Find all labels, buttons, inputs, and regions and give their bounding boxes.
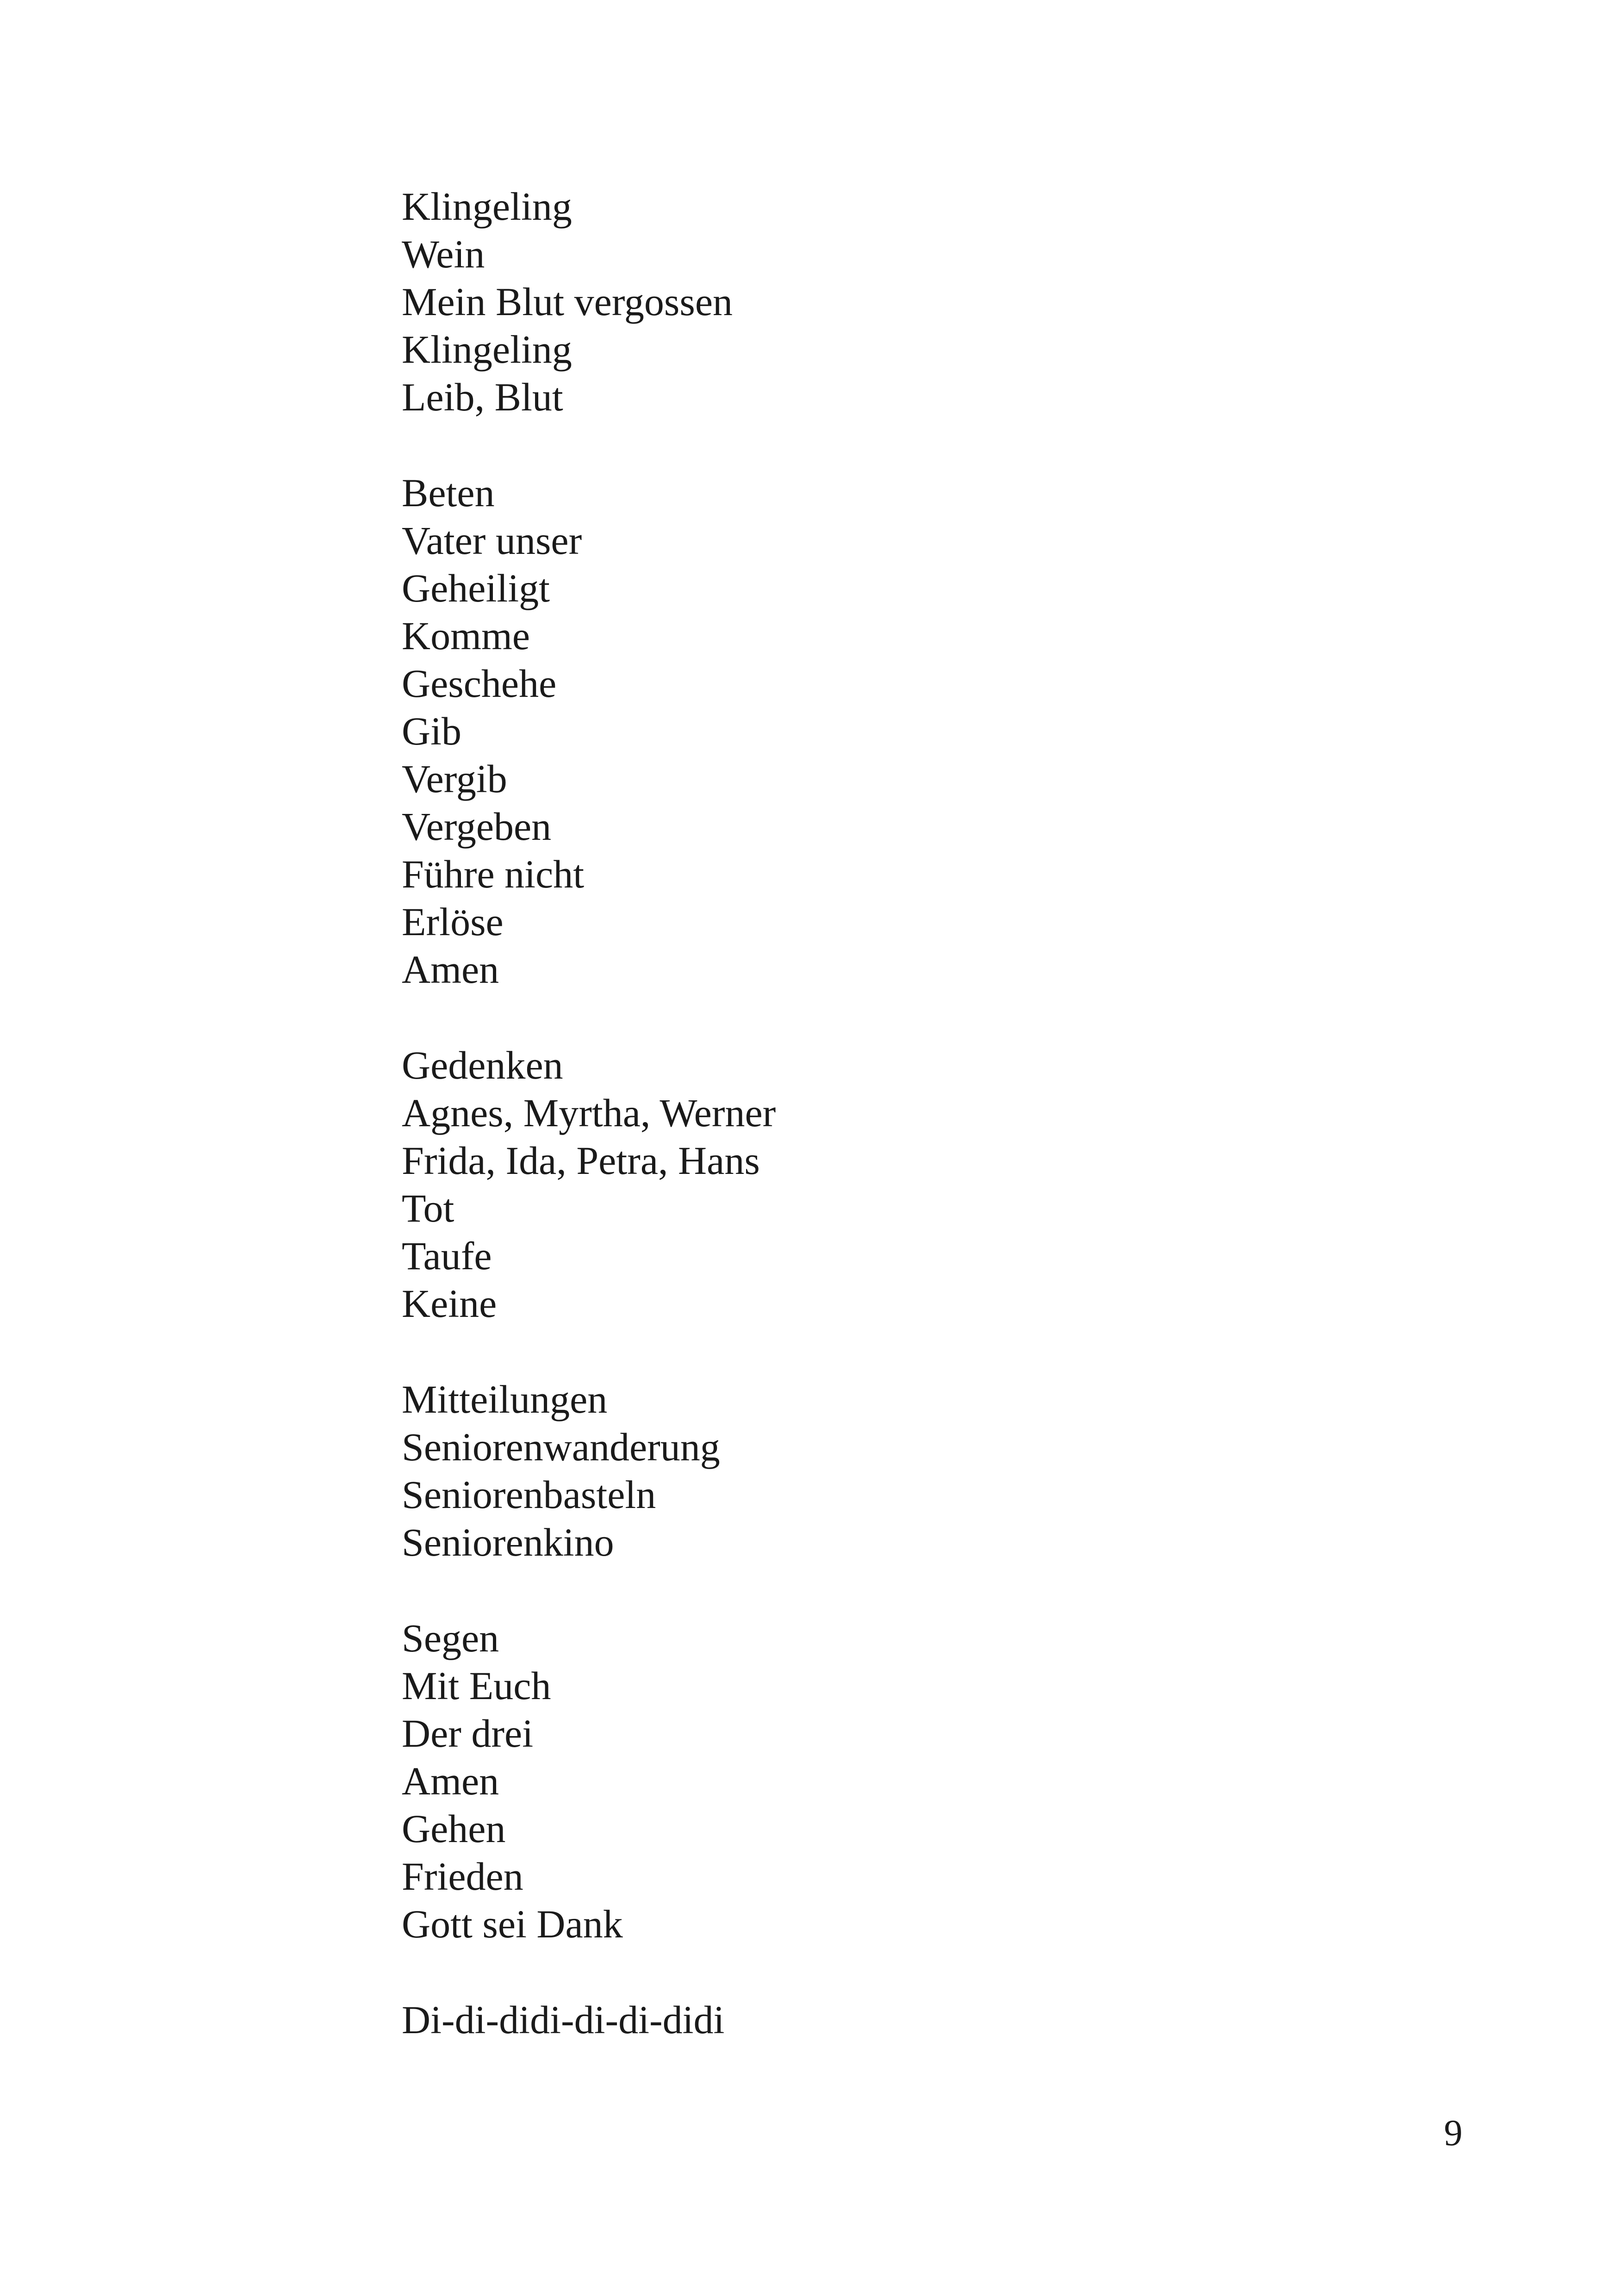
poem-line: Gib <box>402 709 461 753</box>
poem-line: Komme <box>402 614 530 658</box>
stanza <box>402 1996 1420 2044</box>
poem-line: Seniorenbasteln <box>402 1472 656 1517</box>
poem-line: Geschehe <box>402 661 557 706</box>
poem-line: Amen <box>402 947 499 992</box>
poem-line: Der drei <box>402 1711 534 1756</box>
poem-line: Vater unser <box>402 518 582 563</box>
poem-line: Taufe <box>402 1234 492 1278</box>
poem-line: Keine <box>402 1281 497 1326</box>
poem-line: Führe nicht <box>402 852 585 896</box>
poem-line: Frida, Ida, Petra, Hans <box>402 1138 760 1183</box>
poem-line: Wein <box>402 232 485 276</box>
poem-line: Frieden <box>402 1854 523 1899</box>
poem-line: Mit Euch <box>402 1663 551 1708</box>
poem-line: Klingeling <box>402 184 572 229</box>
poem-line: Amen <box>402 1759 499 1803</box>
poem-line: Klingeling <box>402 327 572 372</box>
poem-text <box>402 183 1420 2092</box>
poem-line: Geheiligt <box>402 566 550 610</box>
poem-line: Di-di-didi-di-di-didi <box>402 1998 725 2042</box>
stanza <box>402 183 1420 421</box>
page-number: 9 <box>1444 2113 1462 2153</box>
poem-line: Gehen <box>402 1806 506 1851</box>
poem-line: Vergeben <box>402 804 552 849</box>
poem-line: Seniorenkino <box>402 1520 614 1564</box>
stanza <box>402 1042 1420 1328</box>
poem-line: Gott sei Dank <box>402 1902 623 1946</box>
stanza <box>402 1614 1420 1948</box>
poem-line: Erlöse <box>402 900 504 944</box>
poem-line: Seniorenwanderung <box>402 1425 720 1469</box>
poem-line: Leib, Blut <box>402 375 563 419</box>
stanza <box>402 1376 1420 1566</box>
poem-line: Mitteilungen <box>402 1377 608 1421</box>
poem-line: Gedenken <box>402 1043 563 1087</box>
poem-line: Mein Blut vergossen <box>402 279 733 324</box>
poem-line: Agnes, Myrtha, Werner <box>402 1091 776 1135</box>
poem-line: Vergib <box>402 757 507 801</box>
poem-line: Tot <box>402 1186 454 1230</box>
poem-line: Segen <box>402 1616 499 1660</box>
poem-line: Beten <box>402 471 495 515</box>
stanza <box>402 469 1420 993</box>
